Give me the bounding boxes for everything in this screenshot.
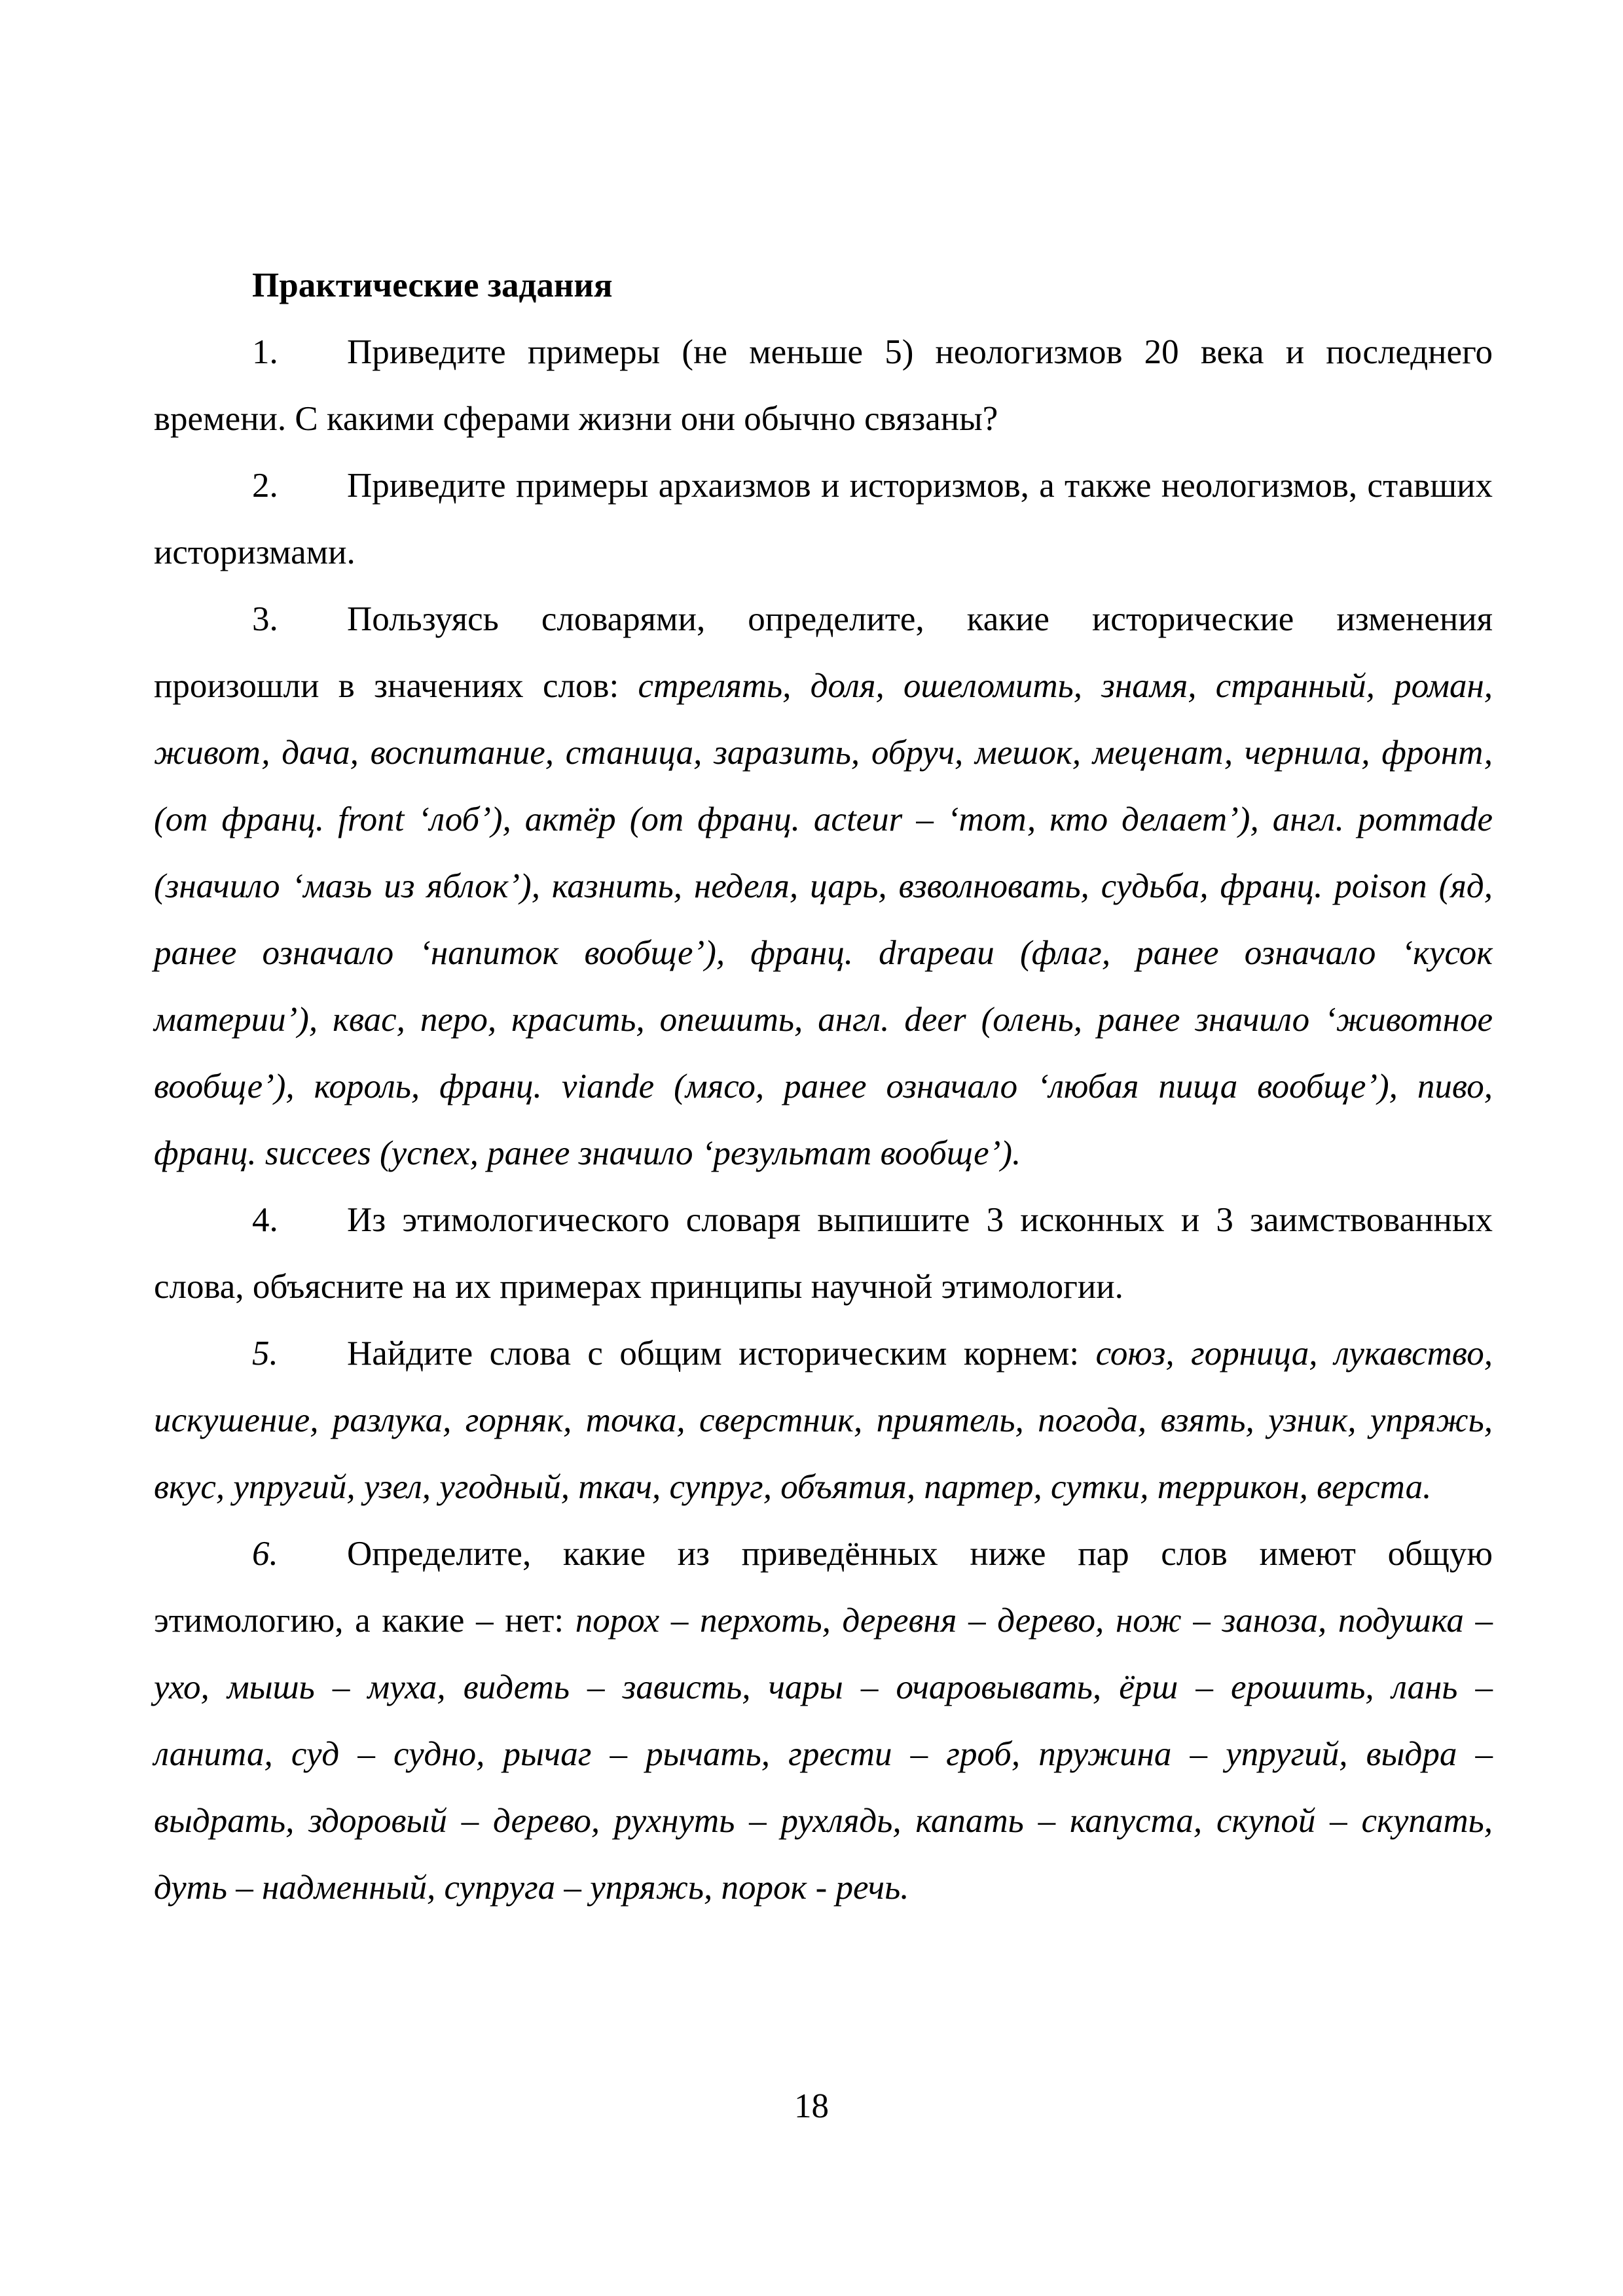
task-2: [154, 452, 1493, 586]
task-6: [154, 1520, 1493, 1921]
task-5: [154, 1320, 1493, 1520]
task-text: Приведите примеры (не меньше 5) неологизмов 20 века и последнего времени. С какими сферами жизни они обычно связаны?: [154, 333, 1493, 438]
task-intro: Пользуясь словарями, определите, какие исторические изменения произошли в значениях слов:: [154, 600, 1493, 705]
task-word-list: союз, горница, лукавство, искушение, разлука, горняк, точка, сверстник, приятель, погода, взять, узник, упряжь, вкус, упругий, узел, угодный, ткач, супруг, объятия, партер, сутки, террикон, верста.: [154, 1335, 1493, 1506]
page-content: [154, 252, 1493, 1921]
task-3: [154, 586, 1493, 1187]
task-number: 3.: [252, 600, 278, 638]
section-heading: Практические задания: [252, 266, 613, 304]
task-number: 1.: [252, 333, 278, 371]
task-text: Из этимологического словаря выпишите 3 исконных и 3 заимствованных слова, объясните на их примерах принципы научной этимологии.: [154, 1201, 1493, 1306]
task-word-list: стрелять, доля, ошеломить, знамя, странный, роман, живот, дача, воспитание, станица, заразить, обруч, мешок, меценат, чернила, фронт, (от франц. front ‘лоб’), актёр (от франц. acteur – ‘тот, кто делает’), англ. pommade (значило ‘мазь из яблок’), казнить, неделя, царь, взволновать, судьба, франц. poison (яд, ранее означало ‘напиток вообще’), франц. drapeau (флаг, ранее означало ‘кусок материи’), квас, перо, красить, опешить, англ. deer (олень, ранее значило ‘животное вообще’), король, франц. viande (мясо, ранее означало ‘любая пища вообще’), пиво, франц. succees (успех, ранее значило ‘результат вообще’).: [154, 667, 1493, 1172]
task-number: 5.: [252, 1335, 278, 1372]
task-number: 6.: [252, 1535, 278, 1573]
task-number: 2.: [252, 467, 278, 505]
task-text: Приведите примеры архаизмов и историзмов, а также неологизмов, ставших историзмами.: [154, 467, 1493, 571]
task-word-list: порох – перхоть, деревня – дерево, нож – заноза, подушка – ухо, мышь – муха, видеть – зависть, чары – очаровывать, ёрш – ерошить, лань – ланита, суд – судно, рычаг – рычать, грести – гроб, пружина – упругий, выдра – выдрать, здоровый – дерево, рухнуть – рухлядь, капать – капуста, скупой – скупать, дуть – надменный, супруга – упряжь, порок - речь.: [154, 1602, 1493, 1907]
task-intro: Найдите слова с общим историческим корнем:: [347, 1335, 1096, 1372]
task-number: 4.: [252, 1201, 278, 1239]
task-4: [154, 1187, 1493, 1320]
task-intro: Определите, какие из приведённых ниже пар слов имеют общую этимологию, а какие – нет:: [154, 1535, 1493, 1640]
task-1: [154, 319, 1493, 452]
page-number: 18: [794, 2087, 829, 2125]
